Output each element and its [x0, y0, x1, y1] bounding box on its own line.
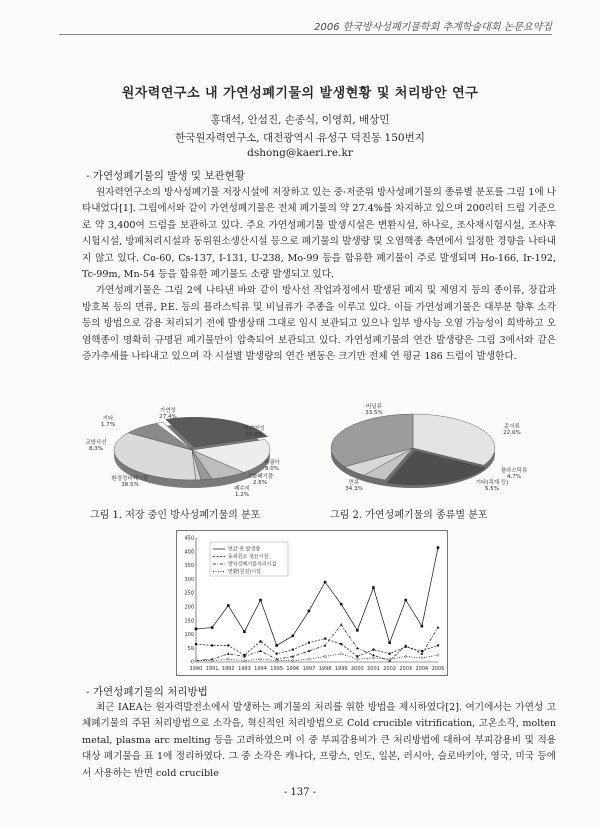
- header-rule: [60, 34, 552, 35]
- pie-label: 종이류: [504, 424, 520, 430]
- x-tick-label: 2000: [350, 666, 364, 672]
- pie-value-label: 20.8%: [245, 432, 263, 438]
- section1-body: [82, 185, 556, 365]
- pie-value-label: 5.5%: [485, 486, 499, 492]
- y-tick-label: 350: [184, 563, 194, 570]
- y-tick-label: 100: [184, 632, 194, 639]
- y-tick-label: 200: [184, 604, 194, 611]
- pie-value-label: 33.5%: [365, 410, 383, 416]
- data-point: [340, 603, 343, 606]
- page-number: - 137 -: [283, 787, 317, 798]
- y-tick-label: 150: [184, 618, 194, 625]
- legend-label: 동위원소 생산시설: [228, 554, 269, 561]
- x-tick-label: 1995: [270, 666, 284, 672]
- data-point: [372, 648, 374, 650]
- journal-header: 2006 한국방사성폐기물학회 추계학술대회 논문요약집: [314, 22, 552, 33]
- data-point: [421, 625, 424, 628]
- data-point: [356, 629, 359, 632]
- data-point: [292, 635, 295, 638]
- pie-value-label: 8.0%: [265, 466, 279, 472]
- x-tick-label: 1998: [318, 666, 332, 672]
- pie-value-label: 8.3%: [89, 446, 103, 452]
- y-tick-label: 400: [184, 549, 194, 556]
- data-point: [259, 640, 261, 642]
- x-tick-label: 1991: [205, 666, 219, 672]
- legend-label: 연간 총 발생량: [228, 546, 261, 553]
- y-tick-label: 50: [187, 645, 194, 652]
- paragraph-storage-1: 원자력연구소의 방사성폐기물 저장시설에 저장하고 있는 중·저준위 방사성폐기물의 종류별 분포를 그림 1에 나타내었다[1]. 그림에서와 같이 가연성폐기물은 전체 폐기물의 약 27.4%를 차지하고 있으며 200리터 드럼 기준으로 약 3,400여 드럼을 보관하고 있다. 주요 가연성폐기물 발생시설은 변환시설, 하나로, 조사재시험시설, 조사후시험시설, 방폐처리시설과 동위원소생산시설 등으로 폐기물의 발생량 및 오염핵종 측면에서 일정한 경향을 나타내지 않고 있다. Co-60, Cs-137, I-131, U-238, Mo-99 등을 함유한 폐기물이 주로 발생되며 Ho-166, Ir-192, Tc-99m, Mn-54 등을 함유한 폐기물도 소량 발생되고 있다.: [82, 187, 556, 281]
- pie-label: 폐수지: [234, 486, 250, 492]
- x-tick-label: 1990: [189, 666, 203, 672]
- x-tick-label: 2001: [367, 666, 380, 672]
- author-list: 홍대석, 안섬진, 손종식, 이영희, 배상민: [210, 114, 390, 126]
- pie-value-label: 27.4%: [159, 414, 177, 420]
- data-point: [372, 586, 375, 589]
- x-tick-label: 1996: [286, 666, 300, 672]
- pie-value-label: 22.0%: [503, 430, 521, 436]
- data-point: [259, 599, 262, 602]
- pie-label: 기타(목재 등): [475, 480, 509, 486]
- affiliation: 한국원자력연구소, 대전광역시 유성구 덕진동 150번지: [175, 132, 425, 144]
- data-point: [275, 653, 277, 655]
- data-point: [211, 626, 214, 629]
- data-point: [292, 648, 294, 650]
- data-point: [227, 604, 230, 607]
- pie-label: 기타: [102, 416, 114, 422]
- pie-label: 비가연성: [243, 426, 265, 432]
- pie-label: 가연성: [160, 408, 176, 414]
- pie-value-label: 4.7%: [507, 474, 521, 480]
- figure1-pie-chart: [82, 398, 308, 502]
- pie-label: 교방사선: [85, 440, 107, 446]
- x-tick-label: 1999: [334, 666, 348, 672]
- x-tick-label: 2003: [399, 666, 413, 672]
- pie-label: 고화폐기물: [246, 474, 274, 480]
- x-tick-label: 2002: [383, 666, 396, 672]
- data-point: [324, 581, 327, 584]
- figure2-pie-chart: [318, 398, 544, 502]
- data-point: [388, 653, 390, 655]
- pie-value-label: 1.2%: [235, 492, 249, 498]
- pie-label: 폐필터: [264, 460, 280, 466]
- figure2-caption: 그림 2. 가연성폐기물의 종류별 분포: [330, 510, 488, 521]
- data-point: [388, 641, 391, 644]
- data-point: [227, 644, 229, 646]
- data-point: [308, 642, 310, 644]
- data-point: [437, 644, 439, 646]
- pie-value-label: 2.5%: [253, 480, 267, 486]
- data-point: [211, 644, 213, 646]
- x-tick-label: 1997: [302, 666, 316, 672]
- pie-label: 환경정비폐기물: [111, 476, 149, 482]
- pie-label: 비닐류: [366, 404, 382, 410]
- legend-label: 방사성폐기물처리시설: [228, 561, 277, 568]
- figure1-caption: 그림 1. 저장 중인 방사성폐기물의 분포: [90, 510, 261, 521]
- legend-label: 변환(원전)시설: [228, 569, 261, 576]
- data-point: [404, 599, 407, 602]
- data-point: [308, 610, 311, 613]
- x-tick-label: 1994: [254, 666, 267, 672]
- data-point: [356, 655, 358, 657]
- y-tick-label: 250: [184, 590, 194, 597]
- data-point: [195, 628, 198, 631]
- figure3-line-chart: [176, 530, 448, 676]
- data-point: [324, 637, 326, 639]
- pie-value-label: 34.3%: [345, 486, 363, 492]
- pie-label: 면류: [348, 480, 360, 486]
- data-point: [437, 546, 440, 549]
- paragraph-treatment-1: 최근 IAEA는 원자력발전소에서 발생하는 폐기물의 처리를 위한 방법을 제시하였다[2]. 여기에서는 가연성 고체폐기물의 주된 처리방법으로 소각을, 혁신적인 처리방법으로 Cold crucible vitrification, 고온소각, molten metal, plasma arc melting 등을 고려하였으며 이 중 부피감용비가 큰 처리방법에 대하여 부피감용비 및 적용대상 폐기물을 표 1에 정리하였다. 그 중 소각은 캐나다, 프랑스, 인도, 일본, 러시아, 슬로바키아, 영국, 미국 등에서 사용하는 반면 cold crucible: [82, 702, 556, 779]
- paragraph-storage-2: 가연성폐기물은 그림 2에 나타낸 바와 같이 방사선 작업과정에서 발생된 폐지 및 제염지 등의 종이류, 장갑과 방호복 등의 면류, P.E. 등의 플라스틱류 및 비닐류가 주종을 이루고 있다. 이들 가연성폐기물은 대부분 향후 소각 등의 방법으로 감용 처리되기 전에 발생상태 그대로 임시 보관되고 있으나 일부 방사능 오염 가능성이 희박하고 오염핵종이 명확히 규명된 폐기물만이 압축되어 보관되고 있다. 가연성폐기물의 연간 발생량은 그림 3에서와 같은 증가추세를 나타내고 있으며 각 시설별 발생량의 연간 변동은 크기만 전체 연 평균 186 드럼이 발생한다.: [82, 285, 556, 363]
- paper-title: 원자력연구소 내 가연성폐기물의 발생현황 및 처리방안 연구: [121, 86, 479, 101]
- y-tick-label: 0: [190, 659, 194, 666]
- section2-body: [82, 700, 556, 782]
- data-point: [195, 643, 197, 645]
- section-heading-storage: - 가연성폐기물의 발생 및 보관현황: [86, 170, 245, 182]
- x-tick-label: 1992: [221, 666, 235, 672]
- pie-value-label: 1.7%: [101, 422, 115, 428]
- x-tick-label: 1993: [238, 666, 251, 672]
- data-point: [243, 630, 246, 633]
- y-tick-label: 300: [184, 576, 194, 583]
- pie-label: 플라스틱류: [500, 468, 528, 474]
- data-point: [340, 643, 342, 645]
- author-email: dshong@kaeri.re.kr: [247, 147, 353, 159]
- pie-value-label: 38.5%: [121, 482, 139, 488]
- x-tick-label: 2004: [415, 666, 429, 672]
- x-tick-label: 2005: [431, 666, 445, 672]
- data-point: [275, 644, 278, 647]
- section-heading-treatment: - 가연성폐기물의 처리방법: [86, 686, 208, 698]
- y-tick-label: 450: [184, 535, 194, 542]
